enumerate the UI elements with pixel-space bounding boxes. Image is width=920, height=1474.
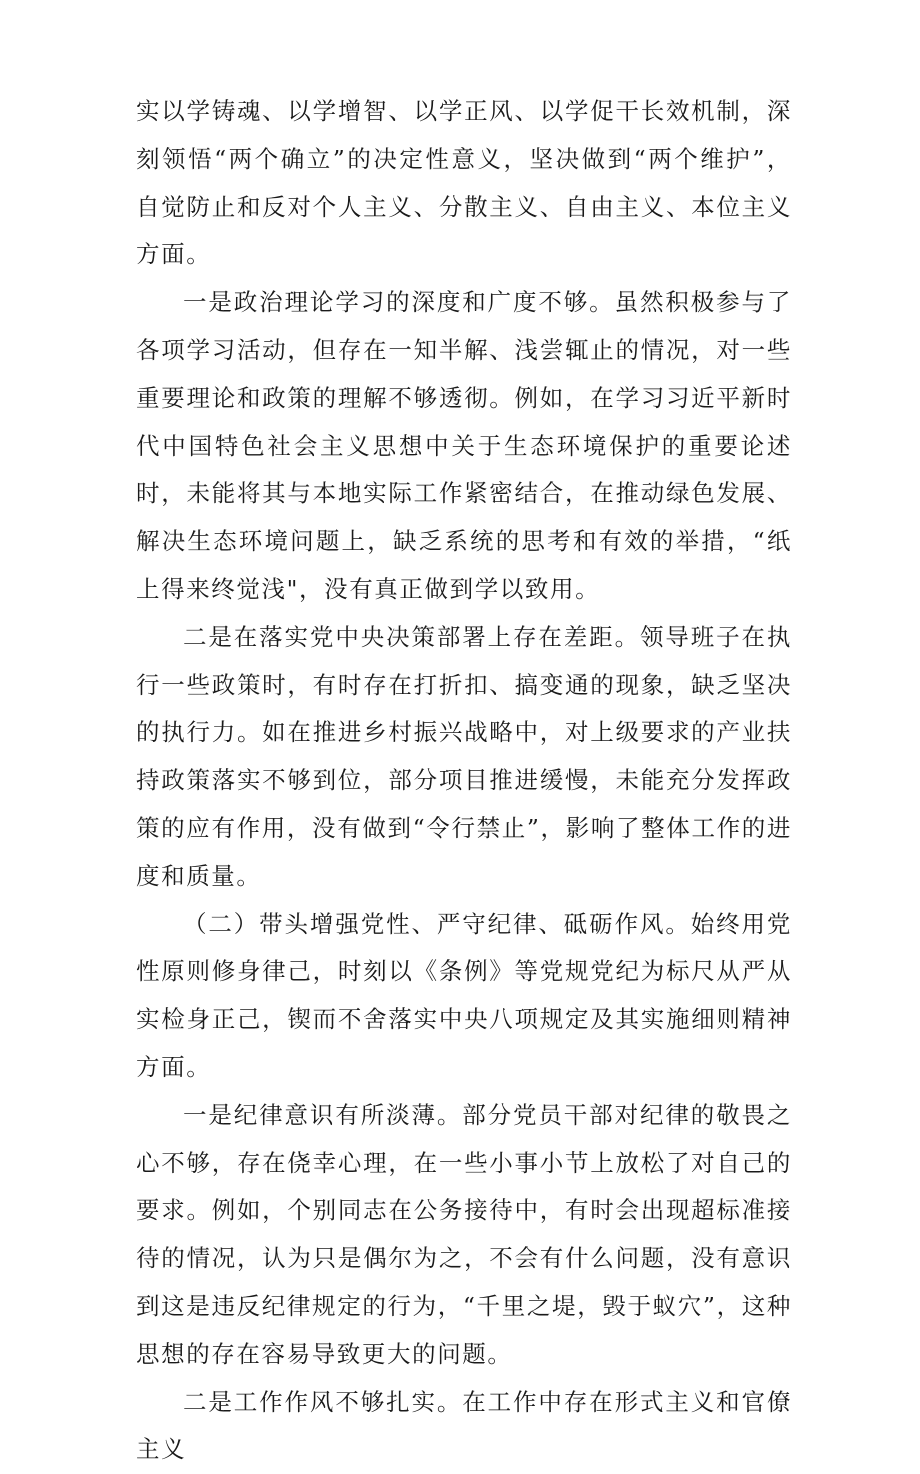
paragraph-1: 实以学铸魂、以学增智、以学正风、以学促干长效机制，深刻领悟“两个确立”的决定性意义，坚决做到“两个维护”，自觉防止和反对个人主义、分散主义、自由主义、本位主义方面。: [136, 97, 792, 269]
paragraph-5: 一是纪律意识有所淡薄。部分党员干部对纪律的敬畏之心不够，存在侥幸心理，在一些小事小节上放松了对自己的要求。例如，个别同志在公务接待中，有时会出现超标准接待的情况，认为只是偶尔为之，不会有什么问题，没有意识到这是违反纪律规定的行为，“千里之堤，毁于蚁穴”，这种思想的存在容易导致更大的问题。: [136, 1100, 792, 1368]
document-page: [136, 88, 792, 1474]
paragraph-6: 二是工作作风不够扎实。在工作中存在形式主义和官僚主义: [136, 1387, 792, 1464]
paragraph-2: 一是政治理论学习的深度和广度不够。虽然积极参与了各项学习活动，但存在一知半解、浅尝辄止的情况，对一些重要理论和政策的理解不够透彻。例如，在学习习近平新时代中国特色社会主义思想中关于生态环境保护的重要论述时，未能将其与本地实际工作紧密结合，在推动绿色发展、解决生态环境问题上，缺乏系统的思考和有效的举措，“纸上得来终觉浅"，没有真正做到学以致用。: [136, 288, 792, 603]
paragraph-3: 二是在落实党中央决策部署上存在差距。领导班子在执行一些政策时，有时存在打折扣、搞变通的现象，缺乏坚决的执行力。如在推进乡村振兴战略中，对上级要求的产业扶持政策落实不够到位，部分项目推进缓慢，未能充分发挥政策的应有作用，没有做到“令行禁止”，影响了整体工作的进度和质量。: [136, 622, 792, 890]
paragraph-4: （二）带头增强党性、严守纪律、砥砺作风。始终用党性原则修身律己，时刻以《条例》等党规党纪为标尺从严从实检身正己，锲而不舍落实中央八项规定及其实施细则精神方面。: [136, 909, 792, 1081]
